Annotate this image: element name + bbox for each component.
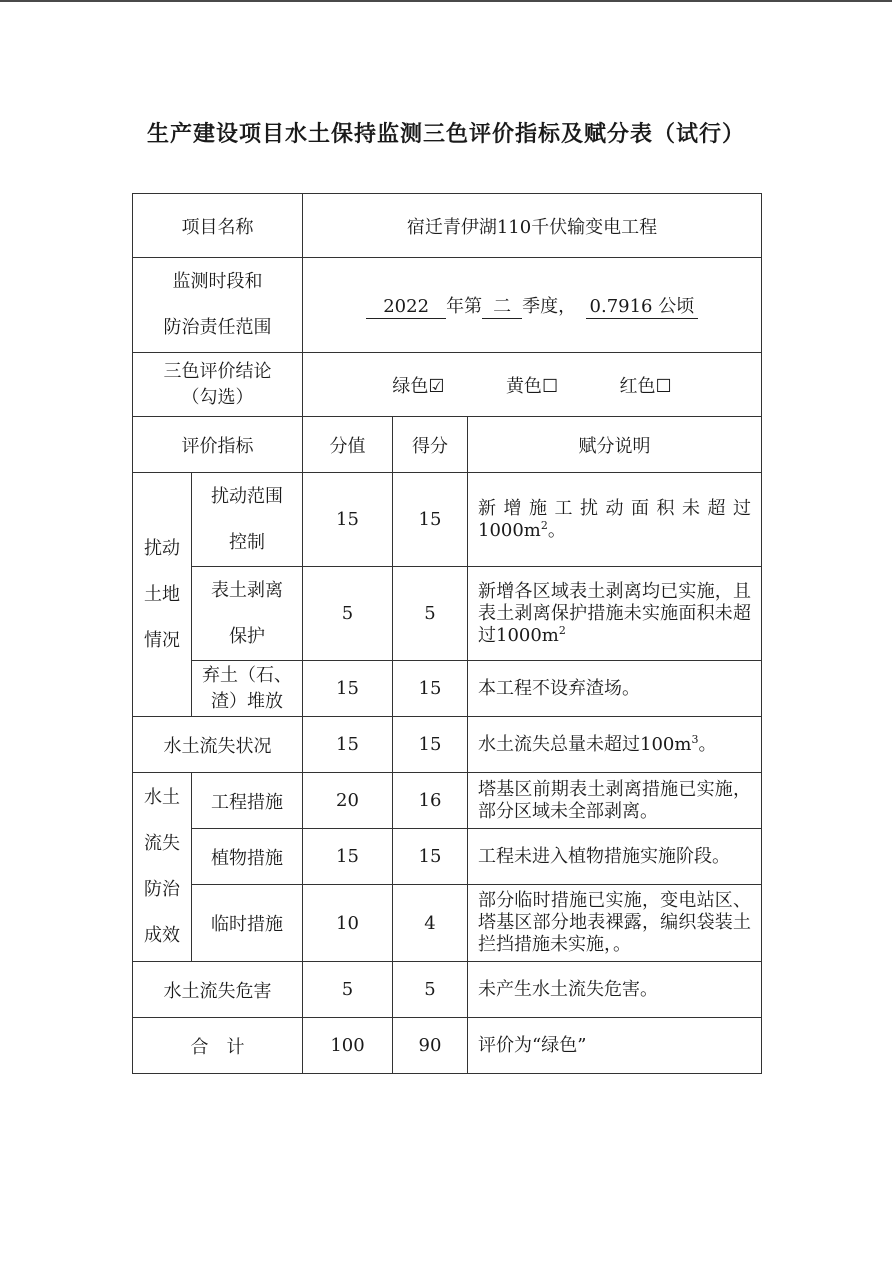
explanation-text: 水土流失总量未超过100m [478,733,692,755]
period-area [586,296,698,319]
score-value: 10 [303,885,393,962]
period-area-value: 0.7916 [589,295,653,317]
score-value: 20 [303,773,393,829]
total-explanation: 评价为“绿色” [468,1018,762,1074]
red-label: 红色 [619,375,656,397]
explanation-superscript: 3 [691,732,699,746]
conclusion-row [133,353,762,417]
header-row [133,417,762,473]
score-got: 5 [393,567,468,661]
period-area-unit: 公顷 [658,295,695,317]
period-quarter: 二 [482,296,522,319]
score-got: 5 [393,962,468,1018]
score-got: 15 [393,717,468,773]
group-label-line: 水土 [144,787,180,808]
score-value: 15 [303,717,393,773]
score-explanation [468,473,762,567]
yellow-checkbox: ☐ [541,375,559,397]
explanation-text: 新增各区域表土剥离均已实施，且表土剥离保护措施未实施面积未超过1000m [478,580,752,646]
score-explanation [468,567,762,661]
table-row [133,962,762,1018]
group-label-line: 扰动 [144,537,180,559]
green-option [392,376,444,397]
score-value: 5 [303,567,393,661]
group-label-line: 防治 [144,879,180,900]
indicator-name-line: 保护 [229,625,265,647]
score-explanation: 塔基区前期表土剥离措施已实施，部分区域未全部剥离。 [468,773,762,829]
score-explanation: 工程未进入植物措施实施阶段。 [468,829,762,885]
table-row [133,829,762,885]
table-row [133,661,762,717]
score-explanation: 本工程不设弃渣场。 [468,661,762,717]
table-row [133,885,762,962]
explanation-superscript: 2 [540,518,548,532]
score-value: 5 [303,962,393,1018]
project-name-label: 项目名称 [133,194,303,258]
score-value: 15 [303,661,393,717]
top-border-line [0,0,892,2]
period-quarter-suffix: 季度， [522,295,577,317]
table-row [133,567,762,661]
red-option [620,376,672,397]
green-checkbox-checked: ☑ [428,375,445,397]
conclusion-label-line2: （勾选） [181,386,254,408]
conclusion-label-line1: 三色评价结论 [163,360,272,382]
indicator-name: 水土流失状况 [133,717,303,773]
table-row [133,473,762,567]
score-got: 15 [393,829,468,885]
monitoring-period-value [303,258,762,353]
conclusion-label [133,353,303,417]
indicator-name-line: 扰动范围 [211,485,283,507]
monitoring-period-row [133,258,762,353]
red-checkbox: ☐ [655,375,672,397]
conclusion-options [303,353,762,417]
total-label: 合 计 [133,1018,303,1074]
monitoring-period-label [133,258,303,353]
yellow-label: 黄色 [505,375,542,397]
indicator-name: 水土流失危害 [133,962,303,1018]
header-score-value: 分值 [303,417,393,473]
monitoring-period-label-line1: 监测时段和 [172,271,263,292]
group-label-line: 情况 [144,629,180,651]
explanation-text: 新增施工扰动面积未超过1000m [478,497,752,541]
group-erosion-control [133,773,192,962]
indicator-name-line: 弃土（石、 [202,664,292,686]
total-score-got: 90 [393,1018,468,1074]
indicator-name [192,567,303,661]
explanation-superscript: 2 [558,623,566,637]
group-label-line: 土地 [144,583,180,605]
score-value: 15 [303,829,393,885]
group-label-line: 流失 [144,833,180,854]
yellow-option [506,376,558,397]
monitoring-period-label-line2: 防治责任范围 [163,317,272,338]
indicator-name-line: 渣）堆放 [211,690,283,712]
header-explanation: 赋分说明 [468,417,762,473]
indicator-name [192,661,303,717]
table-row [133,717,762,773]
period-year-suffix: 年第 [446,295,483,317]
document-title: 生产建设项目水土保持监测三色评价指标及赋分表（试行） [146,122,745,147]
score-got: 16 [393,773,468,829]
table-row [133,773,762,829]
score-explanation: 部分临时措施已实施，变电站区、塔基区部分地表裸露，编织袋装土拦挡措施未实施，。 [468,885,762,962]
score-explanation [468,717,762,773]
score-explanation: 未产生水土流失危害。 [468,962,762,1018]
indicator-name-line: 表土剥离 [211,579,283,601]
explanation-text-end: 。 [698,733,717,755]
group-label-line: 成效 [144,925,180,946]
evaluation-table [132,193,762,1074]
period-year: 2022 [366,296,446,319]
total-row [133,1018,762,1074]
project-name-value: 宿迁青伊湖110千伏输变电工程 [303,194,762,258]
score-value: 15 [303,473,393,567]
project-name-row [133,194,762,258]
header-score-got: 得分 [393,417,468,473]
indicator-name: 工程措施 [192,773,303,829]
total-score-value: 100 [303,1018,393,1074]
score-got: 4 [393,885,468,962]
indicator-name: 植物措施 [192,829,303,885]
score-got: 15 [393,661,468,717]
header-indicator: 评价指标 [133,417,303,473]
explanation-text-end: 。 [547,519,566,541]
score-got: 15 [393,473,468,567]
indicator-name: 临时措施 [192,885,303,962]
indicator-name [192,473,303,567]
indicator-name-line: 控制 [229,531,265,553]
green-label: 绿色 [392,375,429,397]
group-disturbed-land [133,473,192,717]
